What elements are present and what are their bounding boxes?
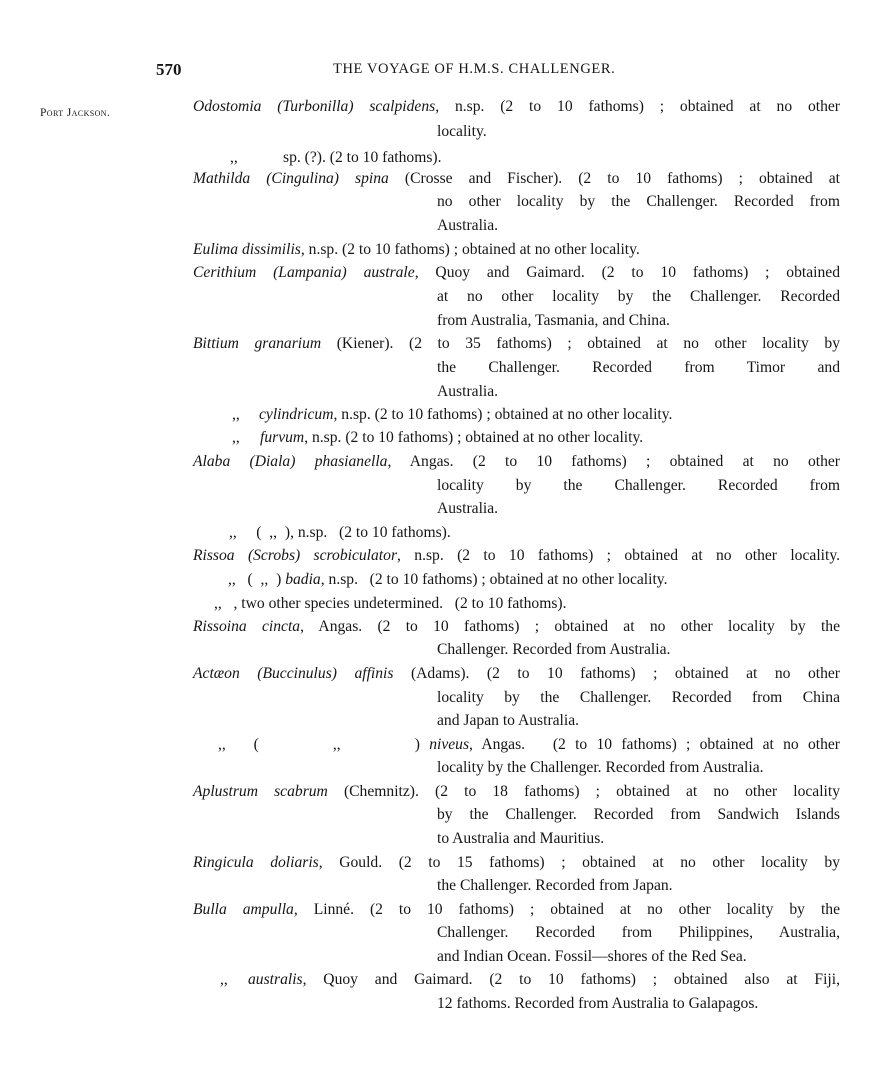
entry-line: Cerithium (Lampania) australe, Quoy and Gaimard. (2 to 10 fathoms) ; obtained [193, 264, 840, 281]
entry-line: ,, cylindricum, n.sp. (2 to 10 fathoms) ; obtained at no other locality. [232, 406, 673, 423]
entry-line: ,, australis, Quoy and Gaimard. (2 to 10 fathoms) ; obtained also at Fiji, [220, 971, 840, 988]
entry-line: 12 fathoms. Recorded from Australia to Galapagos. [437, 995, 759, 1012]
entry-line: to Australia and Mauritius. [437, 830, 605, 847]
entry-line: Rissoa (Scrobs) scrobiculator, n.sp. (2 to 10 fathoms) ; obtained at no other locality. [193, 547, 841, 564]
entry-line: ,, , two other species undetermined. (2 to 10 fathoms). [214, 595, 567, 612]
entry-line: the Challenger. Recorded from Timor and [437, 359, 840, 376]
entry-line: ,, ( ,, ) niveus, Angas. (2 to 10 fathoms) ; obtained at no other [218, 736, 840, 753]
entry-line: Rissoina cincta, Angas. (2 to 10 fathoms) ; obtained at no other locality by the [193, 618, 841, 635]
entry-line: Actæon (Buccinulus) affinis (Adams). (2 to 10 fathoms) ; obtained at no other [193, 665, 840, 682]
entry-line: Ringicula doliaris, Gould. (2 to 15 fathoms) ; obtained at no other locality by [193, 854, 840, 871]
ditto-mark: ,, [230, 149, 238, 166]
entry-line: ,, furvum, n.sp. (2 to 10 fathoms) ; obtained at no other locality. [232, 429, 644, 446]
entry-line: Australia. [437, 217, 499, 234]
entry-line: sp. (?). (2 to 10 fathoms). [283, 149, 442, 166]
entry-line: and Japan to Australia. [437, 712, 580, 729]
entry-line: Aplustrum scabrum (Chemnitz). (2 to 18 fathoms) ; obtained at no other locality [193, 783, 841, 800]
entry-line: locality by the Challenger. Recorded from [437, 477, 840, 494]
entry-line: the Challenger. Recorded from Japan. [437, 877, 673, 894]
entry-line: Australia. [437, 500, 499, 517]
entry-line: Bittium granarium (Kiener). (2 to 35 fathoms) ; obtained at no other locality by [193, 335, 840, 352]
entry-line: no other locality by the Challenger. Recorded from [437, 193, 840, 210]
entry-line: Alaba (Diala) phasianella, Angas. (2 to 10 fathoms) ; obtained at no other [193, 453, 840, 470]
locality-side-note: Port Jackson. [40, 107, 111, 119]
entry-line: Challenger. Recorded from Philippines, Australia, [437, 924, 840, 941]
entry-line: locality by the Challenger. Recorded from China [437, 689, 840, 706]
entry-line: Australia. [437, 383, 499, 400]
entry-line: Eulima dissimilis, n.sp. (2 to 10 fathoms) ; obtained at no other locality. [193, 241, 640, 258]
entry-line: locality by the Challenger. Recorded from Australia. [437, 759, 764, 776]
entry-line: Odostomia (Turbonilla) scalpidens, n.sp. (2 to 10 fathoms) ; obtained at no other [193, 98, 840, 115]
entry-line: and Indian Ocean. Fossil—shores of the Red Sea. [437, 948, 747, 965]
entry-line: at no other locality by the Challenger. Recorded [437, 288, 840, 305]
entry-line: ,, ( ,, ) badia, n.sp. (2 to 10 fathoms) ; obtained at no other locality. [228, 571, 668, 588]
running-head: THE VOYAGE OF H.M.S. CHALLENGER. [333, 61, 616, 77]
entry-line: Mathilda (Cingulina) spina (Crosse and Fischer). (2 to 10 fathoms) ; obtained at [193, 170, 840, 187]
entry-line: Challenger. Recorded from Australia. [437, 641, 671, 658]
entry-line: from Australia, Tasmania, and China. [437, 312, 670, 329]
entry-line: by the Challenger. Recorded from Sandwich Islands [437, 806, 840, 823]
entry-line: Bulla ampulla, Linné. (2 to 10 fathoms) ; obtained at no other locality by the [193, 901, 840, 918]
page-number: 570 [156, 60, 182, 79]
entry-line: ,, ( ,, ), n.sp. (2 to 10 fathoms). [229, 524, 451, 541]
entry-line: locality. [437, 123, 487, 140]
